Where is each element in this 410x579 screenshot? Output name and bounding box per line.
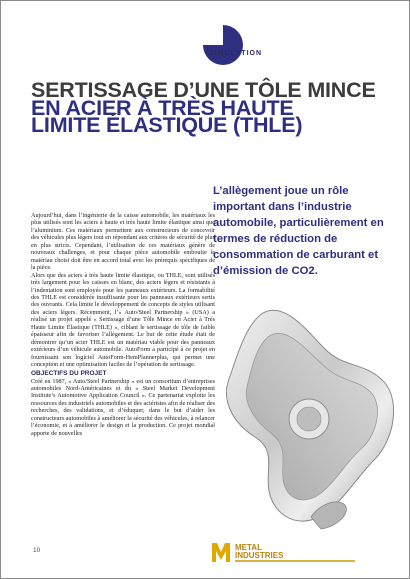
body-paragraph-2: Alors que des aciers à très haute limite élastique, ou THLE, sont utilisés très largement pour les caisses en blanc, des aciers légers et résistants à l’indentation sont employés pour les panneaux extérieurs. La formabilité des THLE est considérée insuffisante pour les panneaux extérieurs sertis des ouvrants. Cela limite le développement de concepts de styles utilisant des aciers légers. Récemment, l’« Auto/Steel Partnership » (USA) a réalisé un projet appelé « Sertissage d’une Tôle Mince en Acier à Très Haute Limite Élastique (THLE) », ciblant le sertissage de tôle de faible épaisseur afin de favoriser l’allègement. Le but de cette étude était de démontrer qu’un acier THLE est un matériau viable pour des panneaux extérieurs d’un véhicule automobile. AutoForm a participé à ce projet en fournissant son logiciel AutoForm-HemPlannerplus, qui permet une conception et une optimisation faciles de l’opération de sertissage. [31, 271, 215, 369]
logo-underline [235, 560, 355, 562]
body-paragraph-1: Aujourd’hui, dans l’ingénierie de la caisse automobile, les matériaux les plus utilisés sont les aciers à haute et très haute limite élastique ainsi que l’aluminium. Ces matériaux permettent aux constructeurs de concevoir des véhicules plus légers tout en répondant aux critères de sécurité de plus en plus stricts. Cependant, l’utilisation de ces matériaux génère de nouveaux challenges, et pour chaque pièce automobile emboutie le matériau choisi doit être en accord total avec les prérequis spécifiques de la pièce. [31, 212, 215, 272]
logo-line-1: METAL [235, 543, 262, 552]
title-line-2: EN ACIER À TRÈS HAUTE [31, 95, 294, 120]
logo-line-2: INDUSTRIES [235, 551, 284, 560]
body-paragraph-3: Créé en 1987, « Auto/Steel Partnership » est un consortium d’entreprises automobiles Nord-Américaines et du « Steel Market Development Institute’s Automotive Application Council ». Ce partenariat exploite les ressources des industriels automobiles et des aciéristes afin de réaliser des recherches, des validations, et d’éduquer, dans le but d’aider les constructeurs automobiles à améliorer la sécurité des véhicules, à relancer l’économie, et à améliorer le design et la production. Ce projet mondial apporte de nouvelles [31, 377, 215, 437]
title-line-1: SERTISSAGE D’UNE TÔLE MINCE [31, 78, 376, 102]
article-title [31, 78, 381, 137]
section-heading: OBJECTIFS DU PROJET [31, 369, 107, 377]
section-emblem-icon [201, 23, 245, 67]
logo-wordmark [235, 544, 283, 560]
pull-quote: L’allègement joue un rôle important dans l’industrie automobile, particulièrement en termes de réduction de consommation de carburant et d’émission de CO2. [213, 185, 384, 277]
title-line-3: LIMITE ÉLASTIQUE (THLE) [31, 113, 303, 137]
article-body [31, 212, 215, 437]
metal-industries-logo-mark-icon [211, 541, 231, 563]
section-label: SIMULATION [209, 50, 263, 57]
hemmed-steel-panel-illustration [215, 291, 401, 531]
metal-industries-logo [211, 541, 371, 565]
page-number: 10 [33, 547, 41, 554]
